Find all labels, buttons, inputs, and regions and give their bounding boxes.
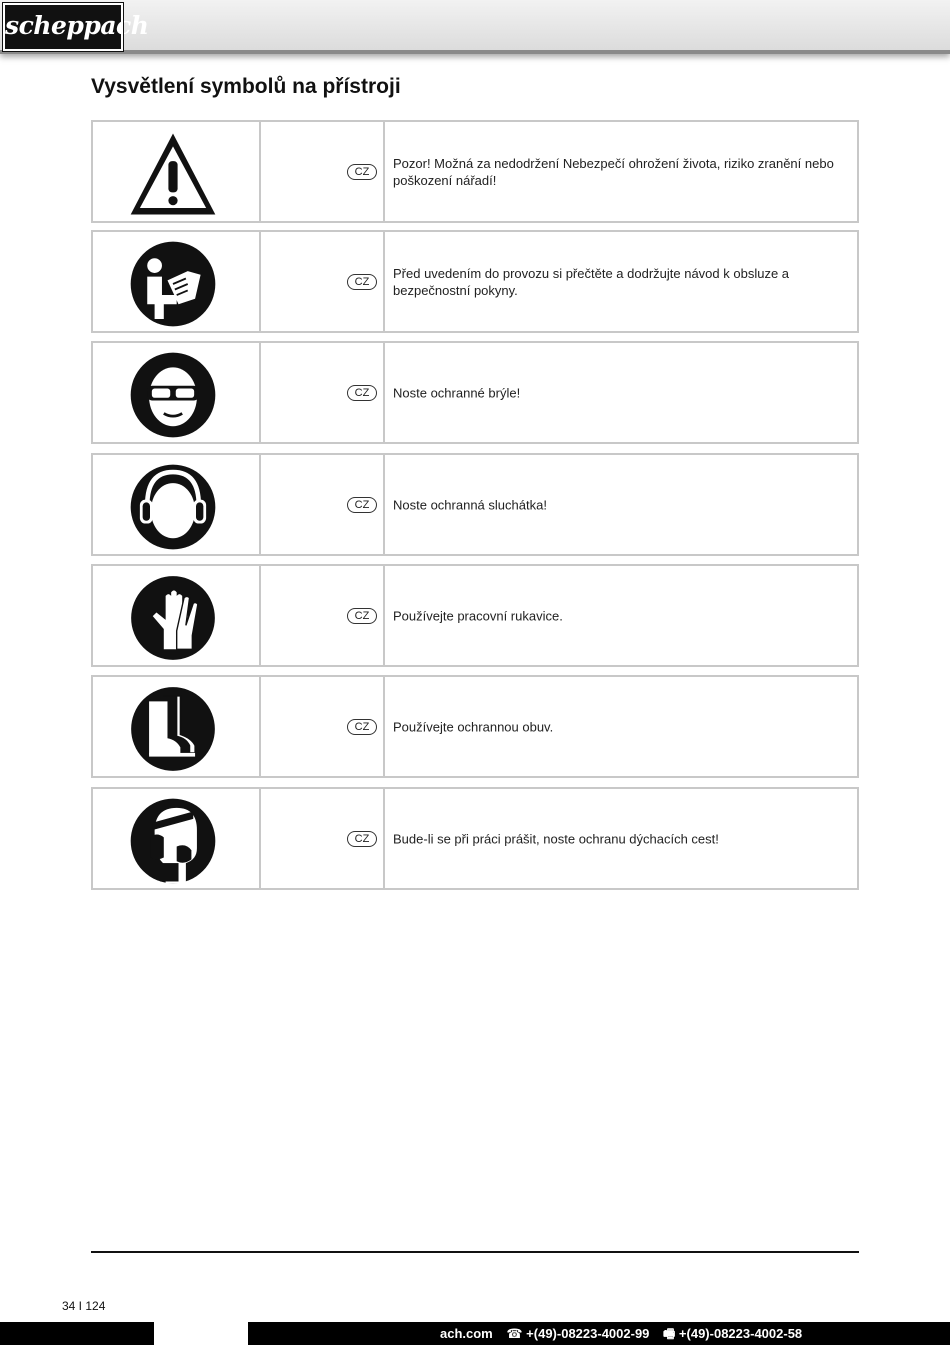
page-title: Vysvětlení symbolů na přístroji	[91, 75, 401, 98]
language-cell	[261, 343, 385, 442]
symbol-icon-cell	[93, 677, 261, 776]
language-cell	[261, 232, 385, 331]
symbol-row-warning	[91, 120, 859, 223]
language-badge: CZ	[347, 608, 377, 624]
symbol-row-goggles	[91, 341, 859, 444]
language-cell	[261, 122, 385, 221]
symbol-icon-cell	[93, 789, 261, 888]
page-number: 34 I 124	[62, 1299, 106, 1313]
footer-contact	[440, 1325, 812, 1347]
symbol-row-boots	[91, 675, 859, 778]
symbol-icon-cell	[93, 122, 261, 221]
symbol-description: Noste ochranné brýle!	[393, 385, 521, 400]
scheppach-logo: scheppach	[3, 3, 123, 51]
fax-text: 🖷 +(49)-08223-4002-58	[663, 1326, 803, 1341]
symbol-icon-cell	[93, 566, 261, 665]
symbol-description: Bude-li se při práci prášit, noste ochranu dýchacích cest!	[393, 831, 719, 846]
symbol-description: Před uvedením do provozu si přečtěte a dodržujte návod k obsluze a bezpečnostní pokyny.	[393, 265, 790, 298]
warning-triangle-icon	[127, 128, 219, 220]
ear-protection-icon	[127, 461, 219, 553]
symbol-icon-cell	[93, 343, 261, 442]
phone-text: ☎ +(49)-08223-4002-99	[506, 1326, 650, 1341]
language-cell	[261, 789, 385, 888]
respirator-icon	[127, 795, 219, 887]
symbol-description: Pozor! Možná za nedodržení Nebezpečí ohrožení života, riziko zranění nebo poškození nářadí!	[393, 155, 834, 188]
language-cell	[261, 566, 385, 665]
read-manual-icon	[127, 238, 219, 330]
symbol-row-ear-protection	[91, 453, 859, 556]
website-text: ach.com	[440, 1326, 493, 1341]
footer-bar	[0, 1322, 950, 1345]
symbol-description: Používejte pracovní rukavice.	[393, 608, 563, 623]
safety-goggles-icon	[127, 349, 219, 441]
header-bar	[0, 0, 950, 54]
work-gloves-icon	[127, 572, 219, 664]
language-cell	[261, 677, 385, 776]
symbol-icon-cell	[93, 232, 261, 331]
language-badge: CZ	[347, 497, 377, 513]
symbol-row-manual	[91, 230, 859, 333]
symbol-icon-cell	[93, 455, 261, 554]
symbol-row-gloves	[91, 564, 859, 667]
language-badge: CZ	[347, 385, 377, 401]
symbol-row-respirator	[91, 787, 859, 890]
footer-gap	[154, 1322, 248, 1345]
language-cell	[261, 455, 385, 554]
symbol-description: Používejte ochrannou obuv.	[393, 719, 554, 734]
symbol-description: Noste ochranná sluchátka!	[393, 497, 547, 512]
language-badge: CZ	[347, 164, 377, 180]
language-badge: CZ	[347, 719, 377, 735]
footer-divider	[91, 1251, 859, 1253]
safety-boots-icon	[127, 683, 219, 775]
language-badge: CZ	[347, 831, 377, 847]
language-badge: CZ	[347, 274, 377, 290]
